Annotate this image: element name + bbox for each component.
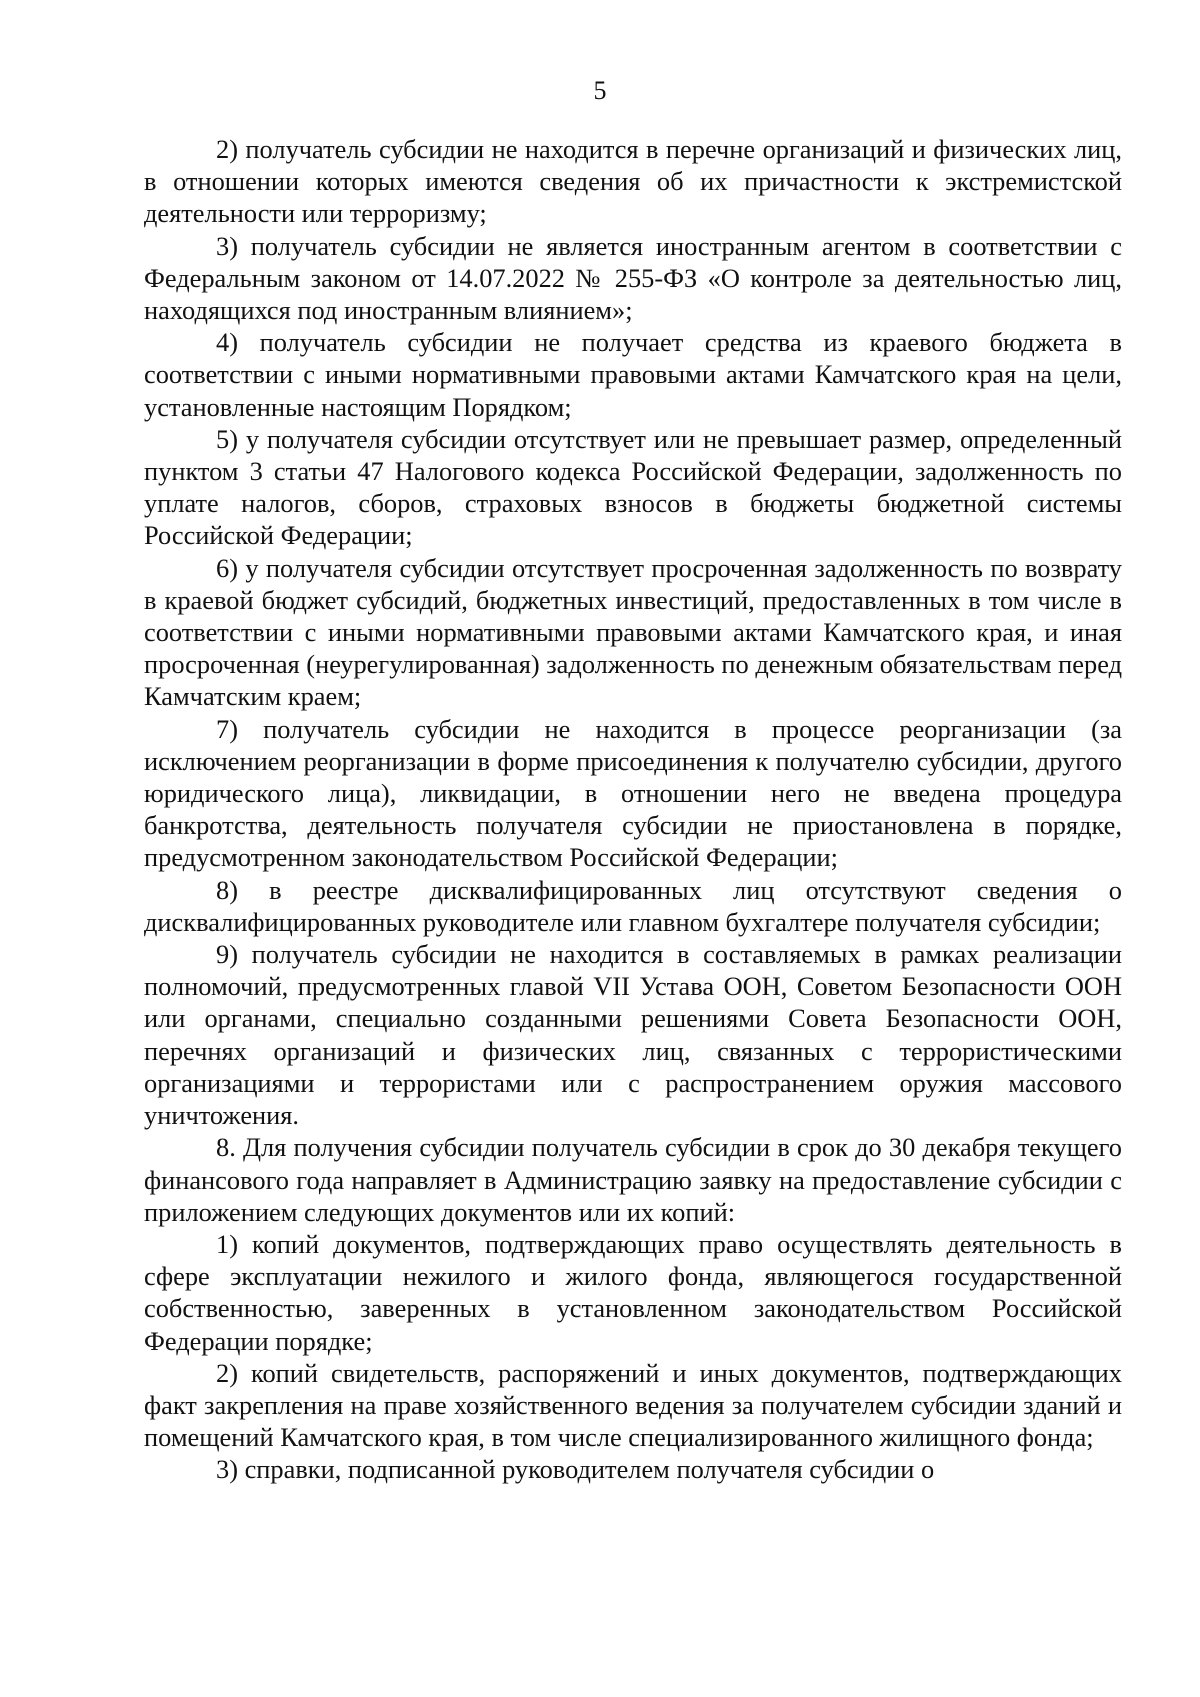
paragraph-clause-2: 2) получатель субсидии не находится в перечне организаций и физических лиц, в отношении которых имеются сведения об их причастности к экстремистской деятельности или терроризму; xyxy=(144,134,1122,229)
paragraph-doc-item-3: 3) справки, подписанной руководителем получателя субсидии о xyxy=(216,1454,935,1485)
paragraph-clause-5: 5) у получателя субсидии отсутствует или не превышает размер, определенный пунктом 3 статьи 47 Налогового кодекса Российской Федерации, задолженность по уплате налогов, сборов, страховых взносов в бюджеты бюджетной системы Российской Федерации; xyxy=(144,423,1122,551)
document-body xyxy=(144,133,1122,1486)
page-number: 5 xyxy=(593,76,607,105)
paragraph-clause-4: 4) получатель субсидии не получает средства из краевого бюджета в соответствии с иными нормативными правовыми актами Камчатского края на цели, установленные настоящим Порядком; xyxy=(144,327,1122,422)
paragraph-section-8: 8. Для получения субсидии получатель субсидии в срок до 30 декабря текущего финансового года направляет в Администрацию заявку на предоставление субсидии с приложением следующих документов или их копий: xyxy=(144,1132,1122,1227)
paragraph-clause-8: 8) в реестре дисквалифицированных лиц отсутствуют сведения о дисквалифицированных руководителе или главном бухгалтере получателя субсидии; xyxy=(144,874,1122,937)
paragraph-doc-item-2: 2) копий свидетельств, распоряжений и иных документов, подтверждающих факт закрепления на праве хозяйственного ведения за получателем субсидии зданий и помещений Камчатского края, в том числе специализированного жилищного фонда; xyxy=(144,1357,1122,1453)
paragraph-doc-item-1: 1) копий документов, подтверждающих право осуществлять деятельность в сфере эксплуатации нежилого и жилого фонда, являющегося государственной собственностью, заверенных в установленном законодательством Российской Федерации порядке; xyxy=(144,1228,1122,1356)
paragraph-clause-3: 3) получатель субсидии не является иностранным агентом в соответствии с Федеральным законом от 14.07.2022 № 255-ФЗ «О контроле за деятельностью лиц, находящихся под иностранным влиянием»; xyxy=(144,230,1122,326)
paragraph-clause-6: 6) у получателя субсидии отсутствует просроченная задолженность по возврату в краевой бюджет субсидий, бюджетных инвестиций, предоставленных в том числе в соответствии с иными нормативными правовыми актами Камчатского края, и иная просроченная (неурегулированная) задолженность по денежным обязательствам перед Камчатским краем; xyxy=(144,552,1122,712)
paragraph-clause-9: 9) получатель субсидии не находится в составляемых в рамках реализации полномочий, предусмотренных главой VII Устава ООН, Советом Безопасности ООН или органами, специально созданными решениями Совета Безопасности ООН, перечнях организаций и физических лиц, связанных с террористическими организациями и террористами или с распространением оружия массового уничтожения. xyxy=(144,939,1122,1131)
paragraph-clause-7: 7) получатель субсидии не находится в процессе реорганизации (за исключением реорганизации в форме присоединения к получателю субсидии, другого юридического лица), ликвидации, в отношении него не введена процедура банкротства, деятельность получателя субсидии не приостановлена в порядке, предусмотренном законодательством Российской Федерации; xyxy=(144,713,1122,873)
